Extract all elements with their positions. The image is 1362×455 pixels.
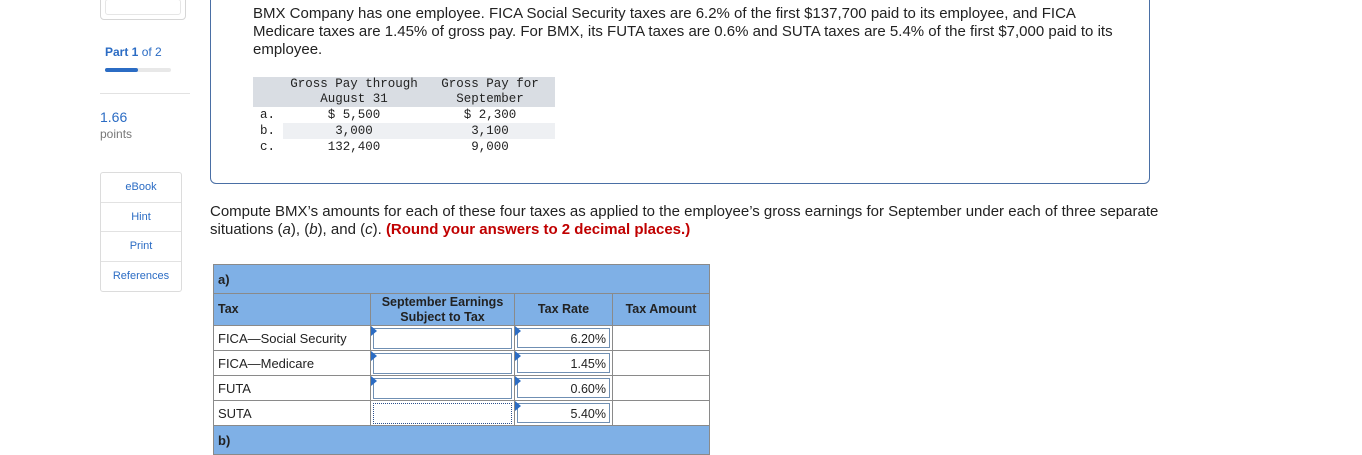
earnings-cell [371, 351, 515, 376]
sept-value: 3,100 [425, 123, 555, 139]
gross-pay-header-blank [253, 77, 283, 107]
input-marker-icon [371, 326, 377, 336]
section-b-label: b) [214, 426, 710, 455]
tax-name: FICA—Medicare [214, 351, 371, 376]
part-progress-fill [105, 68, 138, 72]
question-nav-card-inner [105, 0, 181, 15]
section-a-label: a) [214, 265, 710, 294]
through-aug-value: 3,000 [283, 123, 425, 139]
tax-rate-value: 0.60% [517, 378, 610, 398]
rate-header: Tax Rate [515, 294, 613, 326]
gross-pay-table [253, 77, 555, 155]
sept-value: $ 2,300 [463, 108, 517, 122]
gross-pay-row [253, 123, 555, 139]
tools-panel [100, 172, 182, 292]
input-marker-icon [515, 401, 521, 411]
rate-cell [515, 326, 613, 351]
gross-pay-row [253, 107, 555, 123]
section-b-row [214, 426, 710, 455]
earnings-cell [371, 376, 515, 401]
ebook-link[interactable]: eBook [101, 173, 181, 203]
input-marker-icon [515, 326, 521, 336]
earnings-header: September Earnings Subject to Tax [371, 294, 515, 326]
gross-pay-through-header: Gross Pay through August 31 [283, 77, 425, 107]
earnings-input[interactable] [373, 353, 512, 374]
tax-rate-value: 1.45% [517, 353, 610, 373]
row-label: b. [253, 123, 283, 139]
gross-pay-row [253, 139, 555, 155]
rounding-note: (Round your answers to 2 decimal places.) [385, 221, 691, 238]
instructions-text: Compute BMX’s amounts for each of these four taxes as applied to the employee’s gross earnings for September under each of three separate situations (a), (b), and (c). (Round your answers to 2 decimal places.) [210, 203, 1159, 238]
print-link[interactable]: Print [101, 232, 181, 262]
input-marker-icon [515, 351, 521, 361]
rate-cell [515, 351, 613, 376]
tax-amount-cell[interactable] [613, 326, 710, 351]
amount-header: Tax Amount [613, 294, 710, 326]
answer-row [214, 401, 710, 426]
answer-header-row [214, 294, 710, 326]
tax-header: Tax [214, 294, 371, 326]
sidebar-divider [100, 93, 190, 94]
question-nav-card[interactable] [100, 0, 186, 20]
points-label: points [100, 127, 133, 141]
earnings-cell [371, 401, 515, 426]
sept-value: 9,000 [471, 140, 509, 154]
references-link[interactable]: References [112, 269, 170, 282]
row-label: a. [260, 108, 276, 122]
tax-rate-value: 5.40% [517, 403, 610, 423]
answer-row [214, 351, 710, 376]
tax-amount-cell[interactable] [613, 401, 710, 426]
earnings-cell [371, 326, 515, 351]
gross-pay-header-row [253, 77, 555, 107]
rate-cell [515, 401, 613, 426]
rate-cell [515, 376, 613, 401]
earnings-input[interactable] [373, 328, 512, 349]
part-progress-bar [105, 68, 171, 72]
tax-rate-value: 6.20% [517, 328, 610, 348]
answer-table [213, 264, 710, 455]
problem-text: BMX Company has one employee. FICA Social Security taxes are 6.2% of the first $137,700 paid to its employee, and FICA Medicare taxes are 1.45% of gross pay. For BMX, its FUTA taxes are 0.6% and SUTA taxes are 5.4% of the first $7,000 paid to its employee. [253, 5, 1113, 58]
tax-amount-cell[interactable] [613, 376, 710, 401]
through-aug-value: 132,400 [327, 140, 381, 154]
points-value: 1.66 [100, 109, 128, 125]
tax-name: SUTA [214, 401, 371, 426]
section-a-row [214, 265, 710, 294]
tax-name: FICA—Social Security [214, 326, 371, 351]
part-indicator: Part 1 of 2 [105, 45, 162, 59]
tax-amount-cell[interactable] [613, 351, 710, 376]
through-aug-value: $ 5,500 [327, 108, 381, 122]
input-marker-icon [515, 376, 521, 386]
earnings-input[interactable] [373, 378, 512, 399]
gross-pay-sept-header: Gross Pay for September [425, 77, 555, 107]
answer-row [214, 376, 710, 401]
earnings-input[interactable] [373, 403, 512, 424]
row-label: c. [260, 140, 276, 154]
input-marker-icon [371, 376, 377, 386]
input-marker-icon [371, 351, 377, 361]
tax-name: FUTA [214, 376, 371, 401]
hint-link[interactable]: Hint [101, 203, 181, 233]
answer-row [214, 326, 710, 351]
